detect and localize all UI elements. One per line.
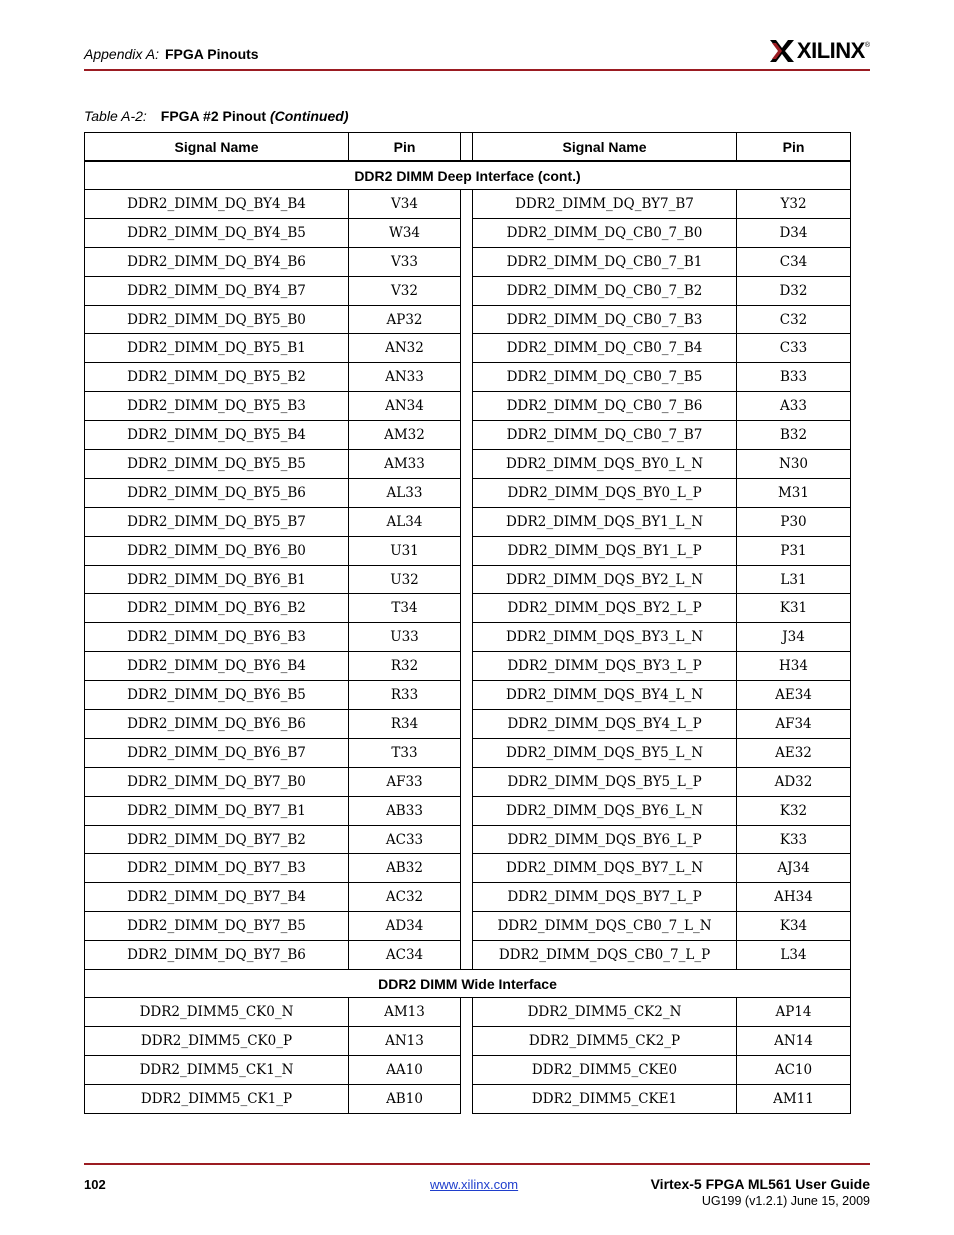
signal-name-cell: DDR2_DIMM_DQ_CB0_7_B0 <box>473 218 737 247</box>
table-row <box>85 392 851 421</box>
table-row <box>85 681 851 710</box>
signal-name-cell: DDR2_DIMM_DQ_BY7_B2 <box>85 825 349 854</box>
pin-cell: AL33 <box>349 478 461 507</box>
signal-name-cell: DDR2_DIMM_DQ_BY7_B6 <box>85 941 349 970</box>
section-row <box>85 970 851 998</box>
column-gap <box>461 883 473 912</box>
signal-name-cell: DDR2_DIMM_DQ_BY7_B1 <box>85 796 349 825</box>
column-gap <box>461 507 473 536</box>
signal-name-cell: DDR2_DIMM5_CK0_N <box>85 998 349 1027</box>
header-gap <box>461 133 473 162</box>
pin-cell: Y32 <box>737 190 851 219</box>
section-title: FPGA Pinouts <box>164 46 259 62</box>
pinout-table <box>84 132 851 1114</box>
signal-name-cell: DDR2_DIMM5_CKE0 <box>473 1055 737 1084</box>
pin-cell: AM33 <box>349 450 461 479</box>
column-gap <box>461 912 473 941</box>
pin-cell: K31 <box>737 594 851 623</box>
signal-name-cell: DDR2_DIMM5_CK1_P <box>85 1084 349 1113</box>
table-row <box>85 767 851 796</box>
website-link[interactable]: www.xilinx.com <box>430 1177 519 1192</box>
xilinx-x-icon <box>769 38 795 64</box>
column-gap <box>461 218 473 247</box>
pin-cell: AC33 <box>349 825 461 854</box>
signal-name-cell: DDR2_DIMM_DQ_CB0_7_B1 <box>473 247 737 276</box>
column-gap <box>461 998 473 1027</box>
header-pin: Pin <box>349 133 461 162</box>
signal-name-cell: DDR2_DIMM_DQS_BY2_L_P <box>473 594 737 623</box>
caption-label: Table A-2: <box>84 108 147 124</box>
signal-name-cell: DDR2_DIMM_DQ_BY4_B5 <box>85 218 349 247</box>
table-row <box>85 912 851 941</box>
running-head <box>84 46 259 62</box>
column-gap <box>461 450 473 479</box>
guide-title: Virtex-5 FPGA ML561 User Guide <box>650 1176 870 1192</box>
pin-cell: C34 <box>737 247 851 276</box>
column-gap <box>461 565 473 594</box>
pin-cell: W34 <box>349 218 461 247</box>
signal-name-cell: DDR2_DIMM_DQ_BY6_B6 <box>85 710 349 739</box>
signal-name-cell: DDR2_DIMM_DQS_BY1_L_N <box>473 507 737 536</box>
pin-cell: B32 <box>737 421 851 450</box>
signal-name-cell: DDR2_DIMM_DQS_BY6_L_N <box>473 796 737 825</box>
table-row <box>85 854 851 883</box>
table-row <box>85 941 851 970</box>
signal-name-cell: DDR2_DIMM5_CK2_N <box>473 998 737 1027</box>
column-gap <box>461 421 473 450</box>
column-gap <box>461 1026 473 1055</box>
table-header-row <box>85 133 851 162</box>
pin-cell: AB32 <box>349 854 461 883</box>
table-row <box>85 450 851 479</box>
pin-cell: D32 <box>737 276 851 305</box>
caption-title: FPGA #2 Pinout <box>160 108 267 124</box>
signal-name-cell: DDR2_DIMM_DQS_BY5_L_N <box>473 738 737 767</box>
header-pin: Pin <box>737 133 851 162</box>
section-title: DDR2 DIMM Wide Interface <box>85 970 851 998</box>
table-row <box>85 710 851 739</box>
column-gap <box>461 363 473 392</box>
pin-cell: AF33 <box>349 767 461 796</box>
pin-cell: AD34 <box>349 912 461 941</box>
signal-name-cell: DDR2_DIMM_DQS_BY7_L_N <box>473 854 737 883</box>
table-row <box>85 738 851 767</box>
column-gap <box>461 825 473 854</box>
pin-cell: A33 <box>737 392 851 421</box>
signal-name-cell: DDR2_DIMM_DQ_BY6_B3 <box>85 623 349 652</box>
table-row <box>85 276 851 305</box>
signal-name-cell: DDR2_DIMM_DQ_BY5_B7 <box>85 507 349 536</box>
signal-name-cell: DDR2_DIMM_DQ_BY7_B5 <box>85 912 349 941</box>
signal-name-cell: DDR2_DIMM_DQS_CB0_7_L_P <box>473 941 737 970</box>
signal-name-cell: DDR2_DIMM_DQ_BY7_B4 <box>85 883 349 912</box>
pin-cell: AM32 <box>349 421 461 450</box>
column-gap <box>461 1055 473 1084</box>
table-row <box>85 1026 851 1055</box>
xilinx-logo <box>769 38 870 64</box>
signal-name-cell: DDR2_DIMM_DQS_BY3_L_N <box>473 623 737 652</box>
pin-cell: P31 <box>737 536 851 565</box>
signal-name-cell: DDR2_DIMM_DQ_BY4_B7 <box>85 276 349 305</box>
signal-name-cell: DDR2_DIMM_DQ_BY6_B1 <box>85 565 349 594</box>
pin-cell: AC34 <box>349 941 461 970</box>
pin-cell: L34 <box>737 941 851 970</box>
table-row <box>85 565 851 594</box>
pin-cell: AC32 <box>349 883 461 912</box>
pin-cell: U33 <box>349 623 461 652</box>
signal-name-cell: DDR2_DIMM_DQS_BY1_L_P <box>473 536 737 565</box>
doc-id: UG199 (v1.2.1) June 15, 2009 <box>701 1194 870 1208</box>
pin-cell: AF34 <box>737 710 851 739</box>
table-row <box>85 1084 851 1113</box>
signal-name-cell: DDR2_DIMM_DQ_BY6_B0 <box>85 536 349 565</box>
pin-cell: AM11 <box>737 1084 851 1113</box>
signal-name-cell: DDR2_DIMM_DQ_BY6_B5 <box>85 681 349 710</box>
pin-cell: AN32 <box>349 334 461 363</box>
column-gap <box>461 334 473 363</box>
footer-rule <box>84 1163 870 1165</box>
header-signal-name: Signal Name <box>85 133 349 162</box>
signal-name-cell: DDR2_DIMM_DQS_BY4_L_P <box>473 710 737 739</box>
pin-cell: V33 <box>349 247 461 276</box>
signal-name-cell: DDR2_DIMM_DQ_BY5_B2 <box>85 363 349 392</box>
pin-cell: AL34 <box>349 507 461 536</box>
pin-cell: AD32 <box>737 767 851 796</box>
pin-cell: AN14 <box>737 1026 851 1055</box>
pin-cell: N30 <box>737 450 851 479</box>
pin-cell: AM13 <box>349 998 461 1027</box>
pin-cell: K32 <box>737 796 851 825</box>
table-row <box>85 623 851 652</box>
pin-cell: AE34 <box>737 681 851 710</box>
pin-cell: L31 <box>737 565 851 594</box>
signal-name-cell: DDR2_DIMM_DQ_CB0_7_B5 <box>473 363 737 392</box>
column-gap <box>461 276 473 305</box>
signal-name-cell: DDR2_DIMM5_CK2_P <box>473 1026 737 1055</box>
table-row <box>85 1055 851 1084</box>
pin-cell: AP14 <box>737 998 851 1027</box>
pin-cell: AN13 <box>349 1026 461 1055</box>
signal-name-cell: DDR2_DIMM_DQS_BY0_L_P <box>473 478 737 507</box>
pin-cell: AC10 <box>737 1055 851 1084</box>
table-caption <box>84 108 348 124</box>
column-gap <box>461 392 473 421</box>
pin-cell: AN33 <box>349 363 461 392</box>
pin-cell: AB10 <box>349 1084 461 1113</box>
pin-cell: T34 <box>349 594 461 623</box>
column-gap <box>461 767 473 796</box>
pin-cell: K34 <box>737 912 851 941</box>
table-row <box>85 825 851 854</box>
table-row <box>85 536 851 565</box>
signal-name-cell: DDR2_DIMM_DQ_BY5_B6 <box>85 478 349 507</box>
pin-cell: C33 <box>737 334 851 363</box>
pin-cell: D34 <box>737 218 851 247</box>
footer-doc-info <box>651 1176 870 1208</box>
pin-cell: H34 <box>737 652 851 681</box>
table-row <box>85 218 851 247</box>
column-gap <box>461 796 473 825</box>
pin-cell: R34 <box>349 710 461 739</box>
table-body <box>85 161 851 1113</box>
signal-name-cell: DDR2_DIMM_DQ_BY7_B0 <box>85 767 349 796</box>
column-gap <box>461 305 473 334</box>
table-row <box>85 652 851 681</box>
column-gap <box>461 1084 473 1113</box>
signal-name-cell: DDR2_DIMM_DQS_BY0_L_N <box>473 450 737 479</box>
table-row <box>85 190 851 219</box>
column-gap <box>461 594 473 623</box>
signal-name-cell: DDR2_DIMM_DQ_BY7_B3 <box>85 854 349 883</box>
logo-text: XILINX <box>796 38 865 63</box>
pin-cell: U31 <box>349 536 461 565</box>
table-row <box>85 247 851 276</box>
header-rule <box>84 69 870 71</box>
signal-name-cell: DDR2_DIMM_DQS_BY5_L_P <box>473 767 737 796</box>
table-row <box>85 478 851 507</box>
table-row <box>85 363 851 392</box>
column-gap <box>461 941 473 970</box>
pin-cell: U32 <box>349 565 461 594</box>
signal-name-cell: DDR2_DIMM_DQS_BY6_L_P <box>473 825 737 854</box>
column-gap <box>461 247 473 276</box>
table-row <box>85 421 851 450</box>
signal-name-cell: DDR2_DIMM_DQS_BY4_L_N <box>473 681 737 710</box>
signal-name-cell: DDR2_DIMM_DQ_BY7_B7 <box>473 190 737 219</box>
column-gap <box>461 623 473 652</box>
appendix-label: Appendix A: <box>84 46 159 62</box>
signal-name-cell: DDR2_DIMM_DQ_BY6_B2 <box>85 594 349 623</box>
signal-name-cell: DDR2_DIMM_DQ_BY6_B7 <box>85 738 349 767</box>
column-gap <box>461 190 473 219</box>
page-number: 102 <box>84 1177 106 1192</box>
signal-name-cell: DDR2_DIMM_DQ_BY5_B0 <box>85 305 349 334</box>
pin-cell: AB33 <box>349 796 461 825</box>
pin-cell: AP32 <box>349 305 461 334</box>
signal-name-cell: DDR2_DIMM_DQS_BY7_L_P <box>473 883 737 912</box>
signal-name-cell: DDR2_DIMM_DQ_CB0_7_B7 <box>473 421 737 450</box>
pin-cell: C32 <box>737 305 851 334</box>
table-row <box>85 883 851 912</box>
pin-cell: R32 <box>349 652 461 681</box>
signal-name-cell: DDR2_DIMM5_CK1_N <box>85 1055 349 1084</box>
table-row <box>85 998 851 1027</box>
pin-cell: AJ34 <box>737 854 851 883</box>
pin-cell: P30 <box>737 507 851 536</box>
table-row <box>85 334 851 363</box>
pin-cell: R33 <box>349 681 461 710</box>
column-gap <box>461 536 473 565</box>
table-row <box>85 507 851 536</box>
pin-cell: M31 <box>737 478 851 507</box>
signal-name-cell: DDR2_DIMM5_CKE1 <box>473 1084 737 1113</box>
signal-name-cell: DDR2_DIMM_DQ_CB0_7_B2 <box>473 276 737 305</box>
signal-name-cell: DDR2_DIMM_DQ_BY5_B4 <box>85 421 349 450</box>
pin-cell: AE32 <box>737 738 851 767</box>
signal-name-cell: DDR2_DIMM5_CK0_P <box>85 1026 349 1055</box>
page-header <box>84 38 870 70</box>
signal-name-cell: DDR2_DIMM_DQ_CB0_7_B4 <box>473 334 737 363</box>
signal-name-cell: DDR2_DIMM_DQS_BY2_L_N <box>473 565 737 594</box>
column-gap <box>461 738 473 767</box>
pin-cell: AN34 <box>349 392 461 421</box>
signal-name-cell: DDR2_DIMM_DQ_CB0_7_B3 <box>473 305 737 334</box>
column-gap <box>461 710 473 739</box>
pin-cell: AA10 <box>349 1055 461 1084</box>
signal-name-cell: DDR2_DIMM_DQ_BY5_B3 <box>85 392 349 421</box>
signal-name-cell: DDR2_DIMM_DQS_CB0_7_L_N <box>473 912 737 941</box>
header-signal-name: Signal Name <box>473 133 737 162</box>
section-title: DDR2 DIMM Deep Interface (cont.) <box>85 161 851 190</box>
signal-name-cell: DDR2_DIMM_DQ_BY5_B5 <box>85 450 349 479</box>
pin-cell: K33 <box>737 825 851 854</box>
column-gap <box>461 652 473 681</box>
signal-name-cell: DDR2_DIMM_DQ_CB0_7_B6 <box>473 392 737 421</box>
pin-cell: AH34 <box>737 883 851 912</box>
signal-name-cell: DDR2_DIMM_DQ_BY4_B4 <box>85 190 349 219</box>
signal-name-cell: DDR2_DIMM_DQ_BY5_B1 <box>85 334 349 363</box>
section-row <box>85 161 851 190</box>
table-row <box>85 305 851 334</box>
caption-continued: (Continued) <box>269 108 349 124</box>
pin-cell: B33 <box>737 363 851 392</box>
pin-cell: V34 <box>349 190 461 219</box>
signal-name-cell: DDR2_DIMM_DQ_BY4_B6 <box>85 247 349 276</box>
pin-cell: J34 <box>737 623 851 652</box>
column-gap <box>461 681 473 710</box>
pin-cell: T33 <box>349 738 461 767</box>
column-gap <box>461 854 473 883</box>
table-row <box>85 796 851 825</box>
table-row <box>85 594 851 623</box>
signal-name-cell: DDR2_DIMM_DQS_BY3_L_P <box>473 652 737 681</box>
logo-registered-mark: ® <box>864 41 870 49</box>
pin-cell: V32 <box>349 276 461 305</box>
signal-name-cell: DDR2_DIMM_DQ_BY6_B4 <box>85 652 349 681</box>
column-gap <box>461 478 473 507</box>
